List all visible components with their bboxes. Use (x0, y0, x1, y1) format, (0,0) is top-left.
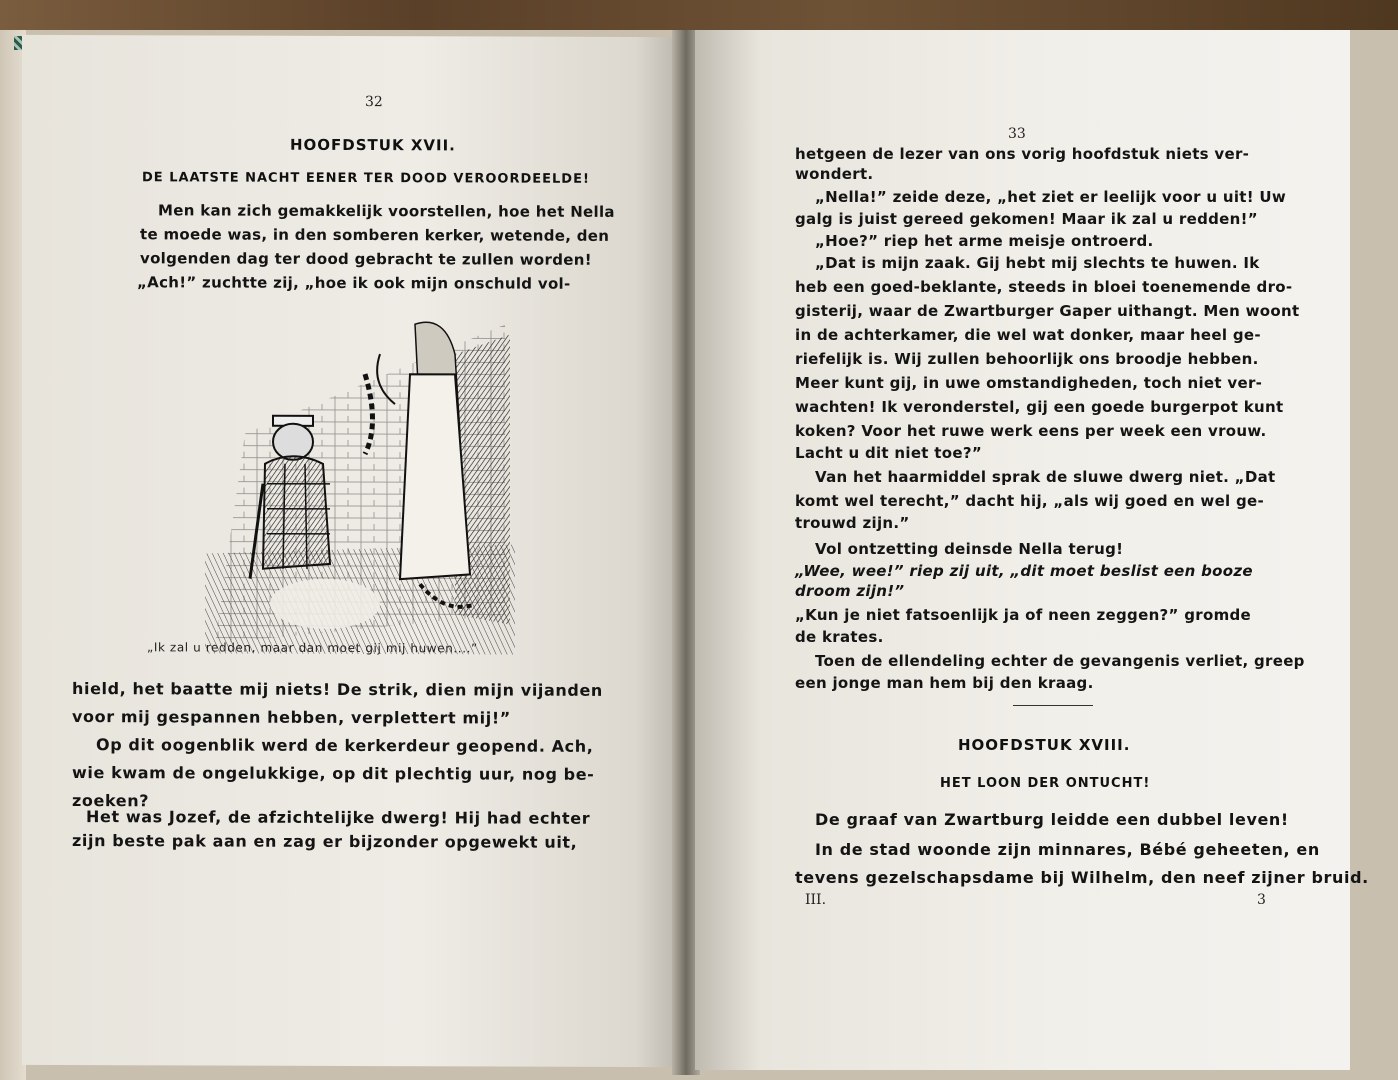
text-line: wie kwam de ongelukkige, op dit plechtig uur, nog be- (72, 763, 595, 784)
text-line: Toen de ellendeling echter de gevangenis verliet, greep (815, 652, 1305, 670)
text-line: „Nella!” zeide deze, „het ziet er leelijk voor u uit! Uw (815, 188, 1287, 206)
text-line: „Kun je niet fatsoenlijk ja of neen zeggen?” gromde (795, 606, 1252, 624)
text-line: „Wee, wee!” riep zij uit, „dit moet beslist een booze (795, 562, 1253, 580)
text-line: komt wel terecht,” dacht hij, „als wij goed en wel ge- (795, 492, 1265, 510)
chapter-subtitle: HET LOON DER ONTUCHT! (940, 776, 1151, 791)
text-line: voor mij gespannen hebben, verplettert mij!” (72, 707, 511, 728)
chapter-title: HOOFDSTUK XVII. (290, 135, 456, 155)
text-line: riefelijk is. Wij zullen behoorlijk ons broodje hebben. (795, 350, 1259, 368)
text-line: in de achterkamer, die wel wat donker, maar heel ge- (795, 326, 1261, 344)
text-line: „Dat is mijn zaak. Gij hebt mij slechts te huwen. Ik (815, 254, 1260, 272)
text-line: wachten! Ik veronderstel, gij een goede burgerpot kunt (795, 398, 1284, 416)
text-line: zijn beste pak aan en zag er bijzonder opgewekt uit, (72, 831, 578, 852)
text-line: De graaf van Zwartburg leidde een dubbel leven! (815, 810, 1289, 829)
text-line: te moede was, in den somberen kerker, wetende, den (140, 225, 610, 245)
text-line: gisterij, waar de Zwartburger Gaper uithangt. Men woont (795, 302, 1300, 320)
text-line: de krates. (795, 628, 884, 646)
text-line: heb een goed-beklante, steeds in bloei toenemende dro- (795, 278, 1293, 296)
section-divider (1013, 705, 1093, 706)
text-line: een jonge man hem bij den kraag. (795, 674, 1094, 692)
left-page (22, 35, 682, 1067)
text-line: galg is juist gereed gekomen! Maar ik zal u redden!” (795, 210, 1258, 228)
text-line: „Ach!” zuchtte zij, „hoe ik ook mijn onschuld vol- (137, 273, 571, 293)
page-number: 33 (1008, 126, 1026, 142)
text-line: Men kan zich gemakkelijk voorstellen, hoe het Nella (158, 201, 615, 221)
text-line: „Hoe?” riep het arme meisje ontroerd. (815, 232, 1154, 250)
text-line: koken? Voor het ruwe werk eens per week een vrouw. (795, 422, 1267, 440)
text-line: zoeken? (72, 791, 150, 811)
text-line: Meer kunt gij, in uwe omstandigheden, toch niet ver- (795, 374, 1263, 392)
text-line: Op dit oogenblik werd de kerkerdeur geopend. Ach, (96, 735, 594, 756)
engraving-illustration (205, 313, 515, 654)
text-line: In de stad woonde zijn minnares, Bébé geheeten, en (815, 840, 1320, 859)
text-line: trouwd zijn.” (795, 514, 910, 532)
text-line: tevens gezelschapsdame bij Wilhelm, den neef zijner bruid. (795, 868, 1369, 887)
text-line: wondert. (795, 165, 874, 183)
text-line: Lacht u dit niet toe?” (795, 444, 983, 462)
text-line: Vol ontzetting deinsde Nella terug! (815, 540, 1124, 558)
text-line: droom zijn!” (795, 582, 905, 600)
page-number: 32 (365, 94, 383, 111)
text-line: hield, het baatte mij niets! De strik, dien mijn vijanden (72, 679, 603, 700)
chapter-title: HOOFDSTUK XVIII. (958, 736, 1131, 754)
illustration-caption: „Ik zal u redden, maar dan moet gij mij huwen....” (147, 640, 478, 656)
text-line: hetgeen de lezer van ons vorig hoofdstuk niets ver- (795, 145, 1250, 163)
signature-number: 3 (1257, 892, 1266, 908)
text-line: Van het haarmiddel sprak de sluwe dwerg niet. „Dat (815, 468, 1276, 486)
right-page (695, 30, 1369, 1070)
signature-mark: III. (805, 892, 827, 908)
text-line: volgenden dag ter dood gebracht te zullen worden! (140, 249, 592, 269)
chapter-subtitle: DE LAATSTE NACHT EENER TER DOOD VEROORDEELDE! (142, 170, 590, 187)
text-line: Het was Jozef, de afzichtelijke dwerg! Hij had echter (86, 807, 591, 828)
